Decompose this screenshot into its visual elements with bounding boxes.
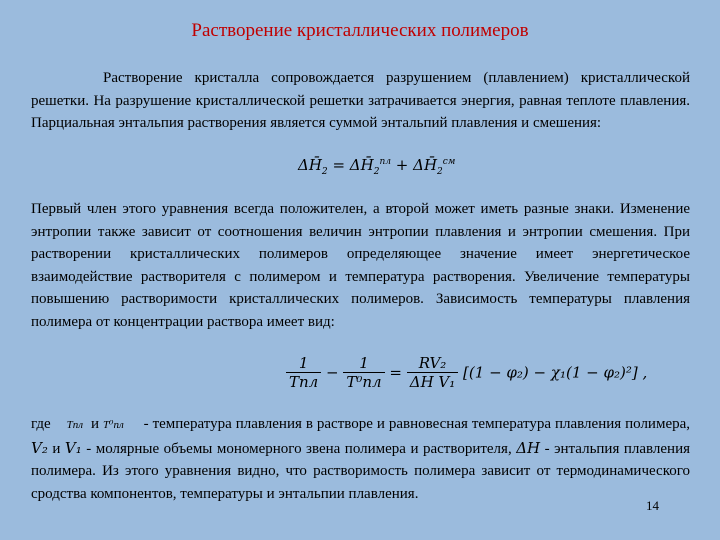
eq1-term1-sub: 2 — [373, 167, 380, 177]
paragraph-intro — [31, 67, 690, 135]
page-number: 14 — [646, 498, 659, 513]
symbol-t-melt: Tпл — [66, 419, 83, 431]
eq2-frac1 — [286, 354, 321, 391]
eq2-frac3-num: RV₂ — [407, 354, 459, 373]
paragraph-where — [31, 413, 690, 505]
eq2-frac2-num: 1 — [343, 354, 384, 373]
eq1-lhs-sub: 2 — [321, 167, 328, 177]
and-word: и — [90, 416, 99, 432]
eq1-term1-sup: пл — [379, 157, 391, 167]
eq1-term2-sub: 2 — [437, 167, 443, 177]
eq2-frac3-den: ΔH V₁ — [409, 373, 456, 391]
symbol-v2: V₂ — [31, 438, 48, 457]
where-text-3: - энтальпия плавления полимера. Из этого уравнения видно, что растворимость полимера зависит от термодинамического сродства компонентов, температуры и энтальпии плавления. — [31, 440, 691, 502]
eq2-frac2 — [343, 354, 384, 391]
and-word-2: и — [47, 440, 65, 457]
eq1-term2: ΔH̄ — [413, 156, 438, 174]
eq2-bracket: [(1 − φ₂) − χ₁(1 − φ₂)²] — [463, 363, 638, 382]
eq1-plus: + — [395, 156, 409, 174]
where-text-1: - температура плавления в растворе и равновесная температура плавления полимера, — [139, 416, 691, 432]
paragraph-main: Первый член этого уравнения всегда положителен, а второй может иметь разные знаки. Изменение энтропии также зависит от соотношения величин энтропии плавления и энтропии смешения. При растворении кристаллических полимеров определяющее значение имеет энергетическое взаимодействие растворителя с полимером и температура растворения. Увеличение температуры повышению растворимости кристаллических полимеров. Зависимость температуры плавления полимера от концентрации раствора имеет вид: — [31, 201, 690, 330]
equation-melting — [286, 354, 647, 391]
symbol-v1: V₁ — [64, 438, 82, 457]
symbol-delta-h: ΔH — [516, 438, 541, 457]
where-word: где — [31, 416, 51, 432]
eq2-frac1-den: Tпл — [289, 373, 319, 391]
eq2-frac3 — [407, 354, 459, 391]
eq2-frac1-num: 1 — [286, 354, 321, 373]
equation-enthalpy — [298, 156, 455, 177]
eq2-frac2-den: T⁰пл — [346, 373, 382, 391]
eq1-lhs: ΔH̄ — [298, 156, 322, 174]
eq2-minus: − — [326, 363, 339, 382]
eq2-equals: = — [389, 363, 402, 382]
eq1-term1: ΔH̄ — [349, 156, 374, 174]
symbol-t0-melt: T⁰пл — [102, 419, 124, 431]
slide-title: Растворение кристаллических полимеров — [191, 20, 529, 41]
eq1-equals: = — [332, 156, 346, 174]
where-text-2: - молярные объемы мономерного звена полимера и растворителя, — [81, 440, 517, 457]
paragraph-intro-text: Растворение кристалла сопровождается разрушением (плавлением) кристаллической решетки. На разрушение кристаллической решетки затрачивается энергия, равная теплоте плавления. Парциальная энтальпия растворения является суммой энтальпий плавления и смешения: — [31, 70, 690, 131]
eq1-term2-sup: см — [442, 157, 456, 167]
eq2-comma: , — [642, 363, 648, 382]
